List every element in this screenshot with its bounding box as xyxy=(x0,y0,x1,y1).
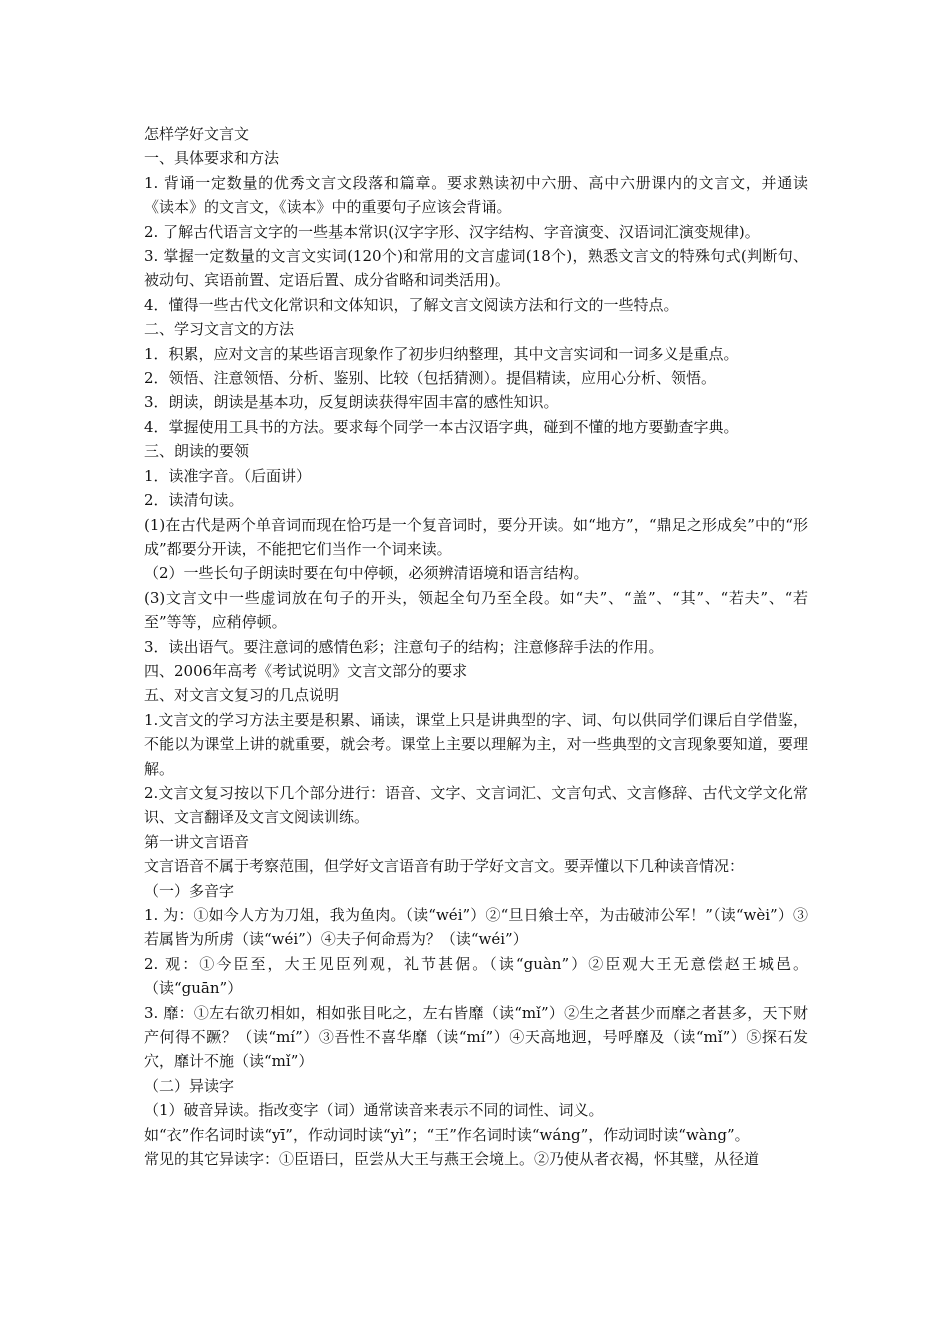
paragraph: 文言语音不属于考察范围，但学好文言语音有助于学好文言文。要弄懂以下几种读音情况： xyxy=(144,857,745,876)
paragraph: 2. 了解古代语言文字的一些基本常识(汉字字形、汉字结构、字音演变、汉语词汇演变规律)。 xyxy=(144,222,760,241)
paragraph: 1. 为：①如今人方为刀俎，我为鱼肉。（读“wéi”）②“旦日飨士卒，为击破沛公军！”（读“wèi”）③若属皆为所虏（读“wéi”）④夫子何命焉为？（读“wéi”） xyxy=(144,906,808,949)
paragraph: 3．朗读，朗读是基本功，反复朗读获得牢固丰富的感性知识。 xyxy=(144,393,559,412)
section-heading: 二、学习文言文的方法 xyxy=(144,320,295,339)
paragraph: 1．读准字音。（后面讲） xyxy=(144,466,312,485)
paragraph: 常见的其它异读字：①臣语曰，臣尝从大王与燕王会境上。②乃使从者衣褐，怀其璧，从径道 xyxy=(144,1150,760,1169)
document-title: 怎样学好文言文 xyxy=(144,125,250,143)
paragraph: 2．领悟、注意领悟、分析、鉴别、比较（包括猜测）。提倡精读，应用心分析、领悟。 xyxy=(144,369,717,388)
document-body xyxy=(144,122,808,1171)
paragraph: (1)在古代是两个单音词而现在恰巧是一个复音词时，要分开读。如“地方”，“鼎足之形成矣”中的“形成”都要分开读，不能把它们当作一个词来读。 xyxy=(144,515,808,558)
paragraph: 4．懂得一些古代文化常识和文体知识，了解文言文阅读方法和行文的一些特点。 xyxy=(144,295,679,314)
paragraph: 1．积累，应对文言的某些语言现象作了初步归纳整理，其中文言实词和一词多义是重点。 xyxy=(144,344,739,363)
section-heading: 五、对文言文复习的几点说明 xyxy=(144,686,340,705)
section-heading: 四、2006年高考《考试说明》文言文部分的要求 xyxy=(144,661,468,680)
paragraph: 2．读清句读。 xyxy=(144,491,244,510)
paragraph: （2）一些长句子朗读时要在句中停顿，必须辨清语境和语言结构。 xyxy=(144,564,589,583)
subsection-heading: （一）多音字 xyxy=(144,881,235,900)
paragraph: 3．读出语气。要注意词的感情色彩；注意句子的结构；注意修辞手法的作用。 xyxy=(144,637,664,656)
paragraph: 3. 掌握一定数量的文言文实词(120个)和常用的文言虚词(18个)，熟悉文言文的特殊句式(判断句、被动句、宾语前置、定语后置、成分省略和词类活用)。 xyxy=(144,247,808,290)
section-heading: 三、朗读的要领 xyxy=(144,442,250,461)
paragraph: 如“衣”作名词时读“yī”，作动词时读“yì”；“王”作名词时读“wáng”，作动词时读“wàng”。 xyxy=(144,1125,750,1144)
paragraph: 2. 观：①今臣至，大王见臣列观，礼节甚倨。（读“guàn”）②臣观大王无意偿赵王城邑。（读“guān”） xyxy=(144,954,808,998)
paragraph: （1）破音异读。指改变字（词）通常读音来表示不同的词性、词义。 xyxy=(144,1101,604,1120)
paragraph: 1.文言文的学习方法主要是积累、诵读，课堂上只是讲典型的字、词、句以供同学们课后自学借鉴，不能以为课堂上讲的就重要，就会考。课堂上主要以理解为主，对一些典型的文言现象要知道，要理解。 xyxy=(144,710,808,778)
section-heading: 第一讲文言语音 xyxy=(144,832,250,851)
paragraph: 1. 背诵一定数量的优秀文言文段落和篇章。要求熟读初中六册、高中六册课内的文言文，并通读《读本》的文言文，《读本》中的重要句子应该会背诵。 xyxy=(144,173,808,217)
paragraph: 2.文言文复习按以下几个部分进行：语音、文字、文言词汇、文言句式、文言修辞、古代文学文化常识、文言翻译及文言文阅读训练。 xyxy=(144,783,808,827)
paragraph: (3)文言文中一些虚词放在句子的开头，领起全句乃至全段。如“夫”、“盖”、“其”、“若夫”、“若至”等等，应稍停顿。 xyxy=(144,588,808,632)
section-heading: 一、具体要求和方法 xyxy=(144,149,280,168)
paragraph: 3. 靡：①左右欲刃相如，相如张目叱之，左右皆靡（读“mǐ”）②生之者甚少而靡之者甚多，天下财产何得不蹶？（读“mí”）③吾性不喜华靡（读“mí”）④天高地迥，号呼靡及（读“mǐ”）⑤探石发穴，靡计不施（读“mǐ”） xyxy=(144,1003,808,1071)
subsection-heading: （二）异读字 xyxy=(144,1076,235,1095)
paragraph: 4．掌握使用工具书的方法。要求每个同学一本古汉语字典，碰到不懂的地方要勤查字典。 xyxy=(144,417,739,436)
